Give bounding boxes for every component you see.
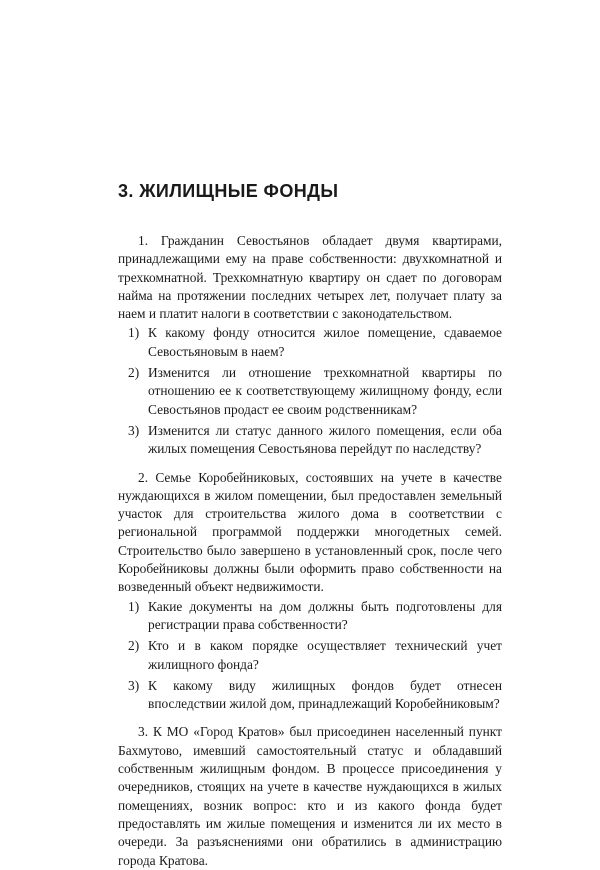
question-list — [118, 324, 502, 458]
case-text: 1. Гражданин Севостьянов обладает двумя квартирами, принадлежащими ему на праве собственности: двухкомнатной и трехкомнатной. Трехкомнатную квартиру он сдает по договорам найма на протяжении последних четырех лет, получает плату за наем и платит налоги в соответствии с законодательством. — [118, 233, 502, 322]
question-number: 3) — [128, 422, 140, 438]
case-text: 2. Семье Коробейниковых, состоявших на учете в качестве нуждающихся в жилом помещении, был предоставлен земельный участок для строительства жилого дома в соответствии с региональной программой поддержки многодетных семей. Строительство было завершено в установленный срок, после чего Коробейниковы должны были оформить право собственности на возведенный объект недвижимости. — [118, 469, 502, 595]
question-text: К какому виду жилищных фондов будет отнесен впоследствии жилой дом, принадлежащий Коробейниковым? — [148, 677, 502, 712]
chapter-body — [118, 232, 502, 870]
question-text: Какие документы на дом должны быть подготовлены для регистрации права собственности? — [148, 598, 502, 632]
question-number: 2) — [128, 365, 140, 381]
question-text: Изменится ли отношение трехкомнатной квартиры по отношению ее к соответствующему жилищному фонду, если Севостьянов продаст ее своим родственникам? — [148, 365, 502, 417]
case-2 — [118, 469, 502, 714]
question-item — [118, 422, 502, 459]
question-text: Изменится ли статус данного жилого помещения, если оба жилых помещения Севостьянова перейдут по наследству? — [148, 422, 502, 457]
chapter-title: 3. ЖИЛИЩНЫЕ ФОНДЫ — [118, 181, 339, 201]
question-number: 2) — [128, 638, 140, 654]
question-item — [118, 324, 502, 361]
case-text: 3. К МО «Город Кратов» был присоединен населенный пункт Бахмутово, имевший самостоятельный статус и обладавший собственным жилищным фондом. В процессе присоединения у очередников, стоящих на учете в качестве нуждающихся в жилых помещениях, возник вопрос: кто и из какого фонда будет предоставлять им жилые помещения и изменится ли их место в очереди. За разъяснениями они обратились в администрацию города Кратова. — [118, 724, 502, 868]
question-number: 3) — [128, 677, 140, 693]
question-item — [118, 637, 502, 674]
question-item — [118, 364, 502, 419]
question-item — [118, 677, 502, 714]
question-list — [118, 598, 502, 714]
question-number: 1) — [128, 598, 140, 614]
question-text: К какому фонду относится жилое помещение, сдаваемое Севостьяновым в наем? — [148, 325, 502, 359]
question-number: 1) — [128, 325, 140, 341]
question-item — [118, 598, 502, 635]
case-3 — [118, 723, 502, 869]
question-text: Кто и в каком порядке осуществляет технический учет жилищного фонда? — [148, 638, 502, 672]
case-1 — [118, 232, 502, 459]
